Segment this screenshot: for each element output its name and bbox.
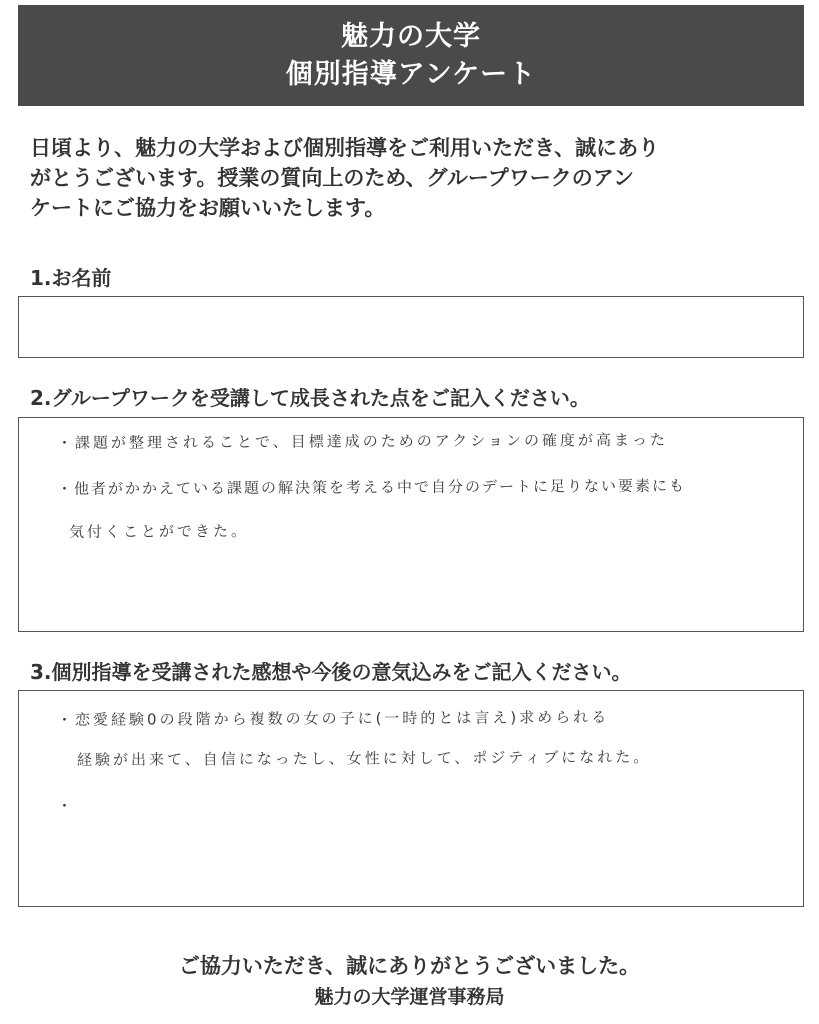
q3-label: 3.個別指導を受講された感想や今後の意気込みをご記入ください。 (30, 660, 632, 684)
survey-header (18, 5, 804, 106)
intro-text (30, 133, 800, 223)
growth-answer-box[interactable] (18, 417, 804, 632)
footer-thanks: ご協力いただき、誠にありがとうございました。 (178, 954, 641, 978)
handwritten-line: ・ (56, 796, 76, 815)
handwritten-line: ・他者がかかえている課題の解決策を考える中で自分のデートに足りない要素にも (56, 476, 687, 498)
intro-line: ケートにご協力をお願いいたします。 (30, 196, 386, 220)
q2-label: 2.グループワークを受講して成長された点をご記入ください。 (30, 386, 590, 410)
name-field[interactable] (18, 296, 804, 358)
handwritten-line: ・恋愛経験0の段階から複数の女の子に(一時的とは言え)求められる (56, 708, 610, 729)
handwritten-line: ・課題が整理されることで、目標達成のためのアクションの確度が高まった (56, 430, 669, 452)
intro-line: 日頃より、魅力の大学および個別指導をご利用いただき、誠にあり (30, 136, 660, 160)
footer-office: 魅力の大学運営事務局 (314, 986, 505, 1008)
q1-label: 1.お名前 (30, 266, 112, 290)
header-title: 魅力の大学 (341, 20, 481, 52)
header-subtitle: 個別指導アンケート (285, 58, 537, 90)
intro-line: がとうございます。授業の質向上のため、グループワークのアン (30, 166, 634, 190)
impressions-answer-box[interactable] (18, 690, 804, 907)
handwritten-line: 経験が出来て、自信になったし、女性に対して、ポジティブになれた。 (76, 747, 652, 769)
handwritten-line: 気付くことができた。 (68, 522, 250, 541)
